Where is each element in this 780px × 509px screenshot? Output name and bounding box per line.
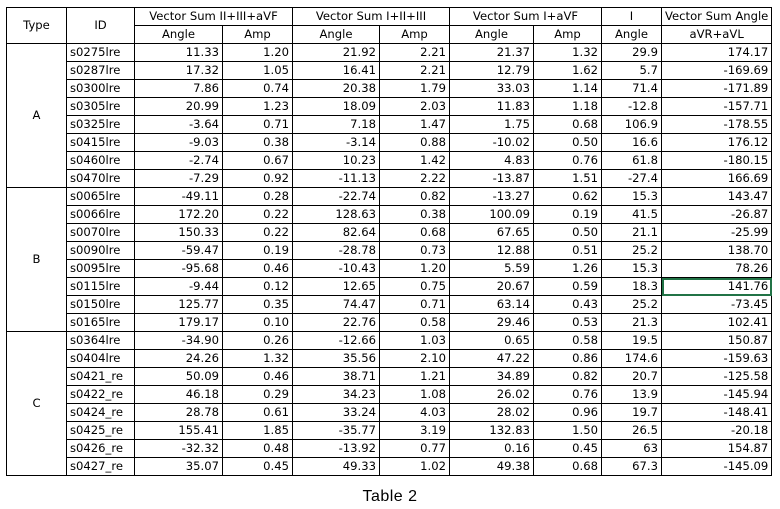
amp-ii-iii-avf-cell[interactable]: 0.28 [223, 188, 293, 206]
angle-ii-iii-avf-cell[interactable]: 150.33 [135, 224, 223, 242]
amp-ii-iii-avf-cell[interactable]: 0.35 [223, 296, 293, 314]
angle-i-cell[interactable]: 16.6 [602, 134, 662, 152]
table-row [7, 44, 772, 62]
amp-i-avf-cell[interactable]: 1.50 [534, 422, 602, 440]
amp-ii-iii-avf-cell[interactable]: 0.12 [223, 278, 293, 296]
angle-i-avf-cell[interactable]: -13.27 [450, 188, 534, 206]
amp-i-ii-iii-cell[interactable]: 1.02 [380, 458, 450, 476]
amp-i-avf-cell[interactable]: 0.68 [534, 458, 602, 476]
table-row [7, 386, 772, 404]
angle-i-cell[interactable]: 71.4 [602, 80, 662, 98]
amp-ii-iii-avf-cell[interactable]: 0.48 [223, 440, 293, 458]
amp-ii-iii-avf-cell[interactable]: 1.85 [223, 422, 293, 440]
header-vector-sum-angle: Vector Sum Angle [662, 8, 772, 26]
amp-i-ii-iii-cell[interactable]: 2.21 [380, 44, 450, 62]
id-cell[interactable]: s0090lre [67, 242, 135, 260]
table-row [7, 332, 772, 350]
vector-sum-angle-avr-avl-cell[interactable]: -73.45 [662, 296, 772, 314]
amp-i-avf-cell[interactable]: 0.19 [534, 206, 602, 224]
amp-i-ii-iii-cell[interactable]: 4.03 [380, 404, 450, 422]
amp-ii-iii-avf-cell[interactable]: 0.19 [223, 242, 293, 260]
angle-ii-iii-avf-cell[interactable]: 17.32 [135, 62, 223, 80]
angle-i-cell[interactable]: 174.6 [602, 350, 662, 368]
angle-i-cell[interactable]: 61.8 [602, 152, 662, 170]
amp-i-ii-iii-cell[interactable]: 0.82 [380, 188, 450, 206]
amp-ii-iii-avf-cell[interactable]: 0.22 [223, 206, 293, 224]
angle-i-avf-cell[interactable]: 12.79 [450, 62, 534, 80]
vector-sum-angle-avr-avl-cell[interactable]: -159.63 [662, 350, 772, 368]
angle-i-avf-cell[interactable]: -10.02 [450, 134, 534, 152]
angle-i-cell[interactable]: -27.4 [602, 170, 662, 188]
angle-ii-iii-avf-cell[interactable]: 24.26 [135, 350, 223, 368]
angle-i-cell[interactable]: 20.7 [602, 368, 662, 386]
id-cell[interactable]: s0287lre [67, 62, 135, 80]
id-cell[interactable]: s0070lre [67, 224, 135, 242]
angle-ii-iii-avf-cell[interactable]: 46.18 [135, 386, 223, 404]
vector-sum-angle-avr-avl-cell[interactable]: -20.18 [662, 422, 772, 440]
angle-ii-iii-avf-cell[interactable]: 20.99 [135, 98, 223, 116]
amp-ii-iii-avf-cell[interactable]: 0.10 [223, 314, 293, 332]
table-body [7, 44, 772, 476]
angle-ii-iii-avf-cell[interactable]: 179.17 [135, 314, 223, 332]
amp-ii-iii-avf-cell[interactable]: 0.45 [223, 458, 293, 476]
angle-i-cell[interactable]: 63 [602, 440, 662, 458]
angle-i-ii-iii-cell[interactable]: 74.47 [293, 296, 380, 314]
table-row [7, 350, 772, 368]
angle-i-cell[interactable]: 19.5 [602, 332, 662, 350]
subheader-avr-avl: aVR+aVL [662, 26, 772, 44]
angle-i-cell[interactable]: 67.3 [602, 458, 662, 476]
vector-sum-angle-avr-avl-cell[interactable]: 154.87 [662, 440, 772, 458]
table-caption: Table 2 [362, 488, 418, 505]
angle-i-avf-cell[interactable]: 11.83 [450, 98, 534, 116]
table-row [7, 152, 772, 170]
amp-i-ii-iii-cell[interactable]: 1.47 [380, 116, 450, 134]
amp-ii-iii-avf-cell[interactable]: 0.26 [223, 332, 293, 350]
angle-i-cell[interactable]: 21.3 [602, 314, 662, 332]
amp-i-ii-iii-cell[interactable]: 2.22 [380, 170, 450, 188]
angle-i-ii-iii-cell[interactable]: 49.33 [293, 458, 380, 476]
angle-i-ii-iii-cell[interactable]: 18.09 [293, 98, 380, 116]
id-cell[interactable]: s0422_re [67, 386, 135, 404]
angle-ii-iii-avf-cell[interactable]: 50.09 [135, 368, 223, 386]
amp-i-ii-iii-cell[interactable]: 0.68 [380, 224, 450, 242]
amp-i-avf-cell[interactable]: 1.51 [534, 170, 602, 188]
id-cell[interactable]: s0150lre [67, 296, 135, 314]
vector-sum-angle-avr-avl-cell[interactable]: -157.71 [662, 98, 772, 116]
angle-i-ii-iii-cell[interactable]: 10.23 [293, 152, 380, 170]
angle-i-cell[interactable]: 106.9 [602, 116, 662, 134]
id-cell[interactable]: s0404lre [67, 350, 135, 368]
angle-ii-iii-avf-cell[interactable]: 28.78 [135, 404, 223, 422]
angle-ii-iii-avf-cell[interactable]: 7.86 [135, 80, 223, 98]
angle-ii-iii-avf-cell[interactable]: -49.11 [135, 188, 223, 206]
id-cell[interactable]: s0305lre [67, 98, 135, 116]
vector-sum-angle-avr-avl-cell[interactable]: -148.41 [662, 404, 772, 422]
angle-i-ii-iii-cell[interactable]: -13.92 [293, 440, 380, 458]
angle-i-ii-iii-cell[interactable]: -10.43 [293, 260, 380, 278]
header-vector-sum-i-ii-iii: Vector Sum I+II+III [293, 8, 450, 26]
amp-ii-iii-avf-cell[interactable]: 0.71 [223, 116, 293, 134]
vector-sum-angle-avr-avl-cell[interactable]: -125.58 [662, 368, 772, 386]
amp-i-avf-cell[interactable]: 0.50 [534, 224, 602, 242]
angle-i-ii-iii-cell[interactable]: 12.65 [293, 278, 380, 296]
amp-ii-iii-avf-cell[interactable]: 1.20 [223, 44, 293, 62]
angle-i-avf-cell[interactable]: 132.83 [450, 422, 534, 440]
amp-i-ii-iii-cell[interactable]: 1.79 [380, 80, 450, 98]
angle-i-avf-cell[interactable]: 20.67 [450, 278, 534, 296]
angle-i-ii-iii-cell[interactable]: 16.41 [293, 62, 380, 80]
subheader-angle: Angle [602, 26, 662, 44]
vector-sum-angle-avr-avl-cell[interactable]: -180.15 [662, 152, 772, 170]
id-cell[interactable]: s0424_re [67, 404, 135, 422]
id-cell[interactable]: s0300lre [67, 80, 135, 98]
vector-sum-angle-avr-avl-cell[interactable]: -169.69 [662, 62, 772, 80]
id-cell[interactable]: s0427_re [67, 458, 135, 476]
id-cell[interactable]: s0165lre [67, 314, 135, 332]
vector-sum-angle-avr-avl-cell[interactable]: 150.87 [662, 332, 772, 350]
vector-sum-angle-avr-avl-cell[interactable]: -25.99 [662, 224, 772, 242]
amp-i-ii-iii-cell[interactable]: 3.19 [380, 422, 450, 440]
amp-ii-iii-avf-cell[interactable]: 0.67 [223, 152, 293, 170]
angle-ii-iii-avf-cell[interactable]: 155.41 [135, 422, 223, 440]
angle-ii-iii-avf-cell[interactable]: -59.47 [135, 242, 223, 260]
table-row [7, 224, 772, 242]
angle-i-ii-iii-cell[interactable]: 34.23 [293, 386, 380, 404]
amp-i-avf-cell[interactable]: 1.18 [534, 98, 602, 116]
amp-i-avf-cell[interactable]: 0.86 [534, 350, 602, 368]
header-row-1 [7, 8, 772, 26]
vector-sum-angle-avr-avl-cell[interactable]: -178.55 [662, 116, 772, 134]
amp-i-avf-cell[interactable]: 0.45 [534, 440, 602, 458]
vector-sum-angle-avr-avl-cell[interactable]: 176.12 [662, 134, 772, 152]
table-row [7, 278, 772, 296]
vector-sum-angle-avr-avl-cell[interactable]: -145.09 [662, 458, 772, 476]
angle-i-avf-cell[interactable]: 47.22 [450, 350, 534, 368]
table-row [7, 296, 772, 314]
angle-i-avf-cell[interactable]: 49.38 [450, 458, 534, 476]
angle-i-ii-iii-cell[interactable]: -12.66 [293, 332, 380, 350]
amp-i-ii-iii-cell[interactable]: 2.03 [380, 98, 450, 116]
angle-i-avf-cell[interactable]: 26.02 [450, 386, 534, 404]
table-row [7, 206, 772, 224]
table-row [7, 440, 772, 458]
id-cell[interactable]: s0275lre [67, 44, 135, 62]
subheader-amp: Amp [380, 26, 450, 44]
id-cell[interactable]: s0364lre [67, 332, 135, 350]
angle-i-ii-iii-cell[interactable]: -28.78 [293, 242, 380, 260]
angle-ii-iii-avf-cell[interactable]: -9.03 [135, 134, 223, 152]
type-cell[interactable]: A [7, 44, 67, 188]
amp-i-avf-cell[interactable]: 0.68 [534, 116, 602, 134]
angle-i-ii-iii-cell[interactable]: 20.38 [293, 80, 380, 98]
angle-i-avf-cell[interactable]: 34.89 [450, 368, 534, 386]
table-row [7, 368, 772, 386]
angle-i-avf-cell[interactable]: 21.37 [450, 44, 534, 62]
amp-ii-iii-avf-cell[interactable]: 0.92 [223, 170, 293, 188]
angle-i-ii-iii-cell[interactable]: 21.92 [293, 44, 380, 62]
amp-ii-iii-avf-cell[interactable]: 0.46 [223, 368, 293, 386]
table-row [7, 62, 772, 80]
angle-i-cell[interactable]: 25.2 [602, 242, 662, 260]
table-row [7, 404, 772, 422]
id-cell[interactable]: s0425_re [67, 422, 135, 440]
amp-i-avf-cell[interactable]: 0.50 [534, 134, 602, 152]
amp-i-ii-iii-cell[interactable]: 1.20 [380, 260, 450, 278]
angle-i-ii-iii-cell[interactable]: -3.14 [293, 134, 380, 152]
amp-ii-iii-avf-cell[interactable]: 0.38 [223, 134, 293, 152]
amp-i-avf-cell[interactable]: 0.51 [534, 242, 602, 260]
type-cell[interactable]: C [7, 332, 67, 476]
angle-i-cell[interactable]: 15.3 [602, 260, 662, 278]
subheader-angle: Angle [293, 26, 380, 44]
vector-sum-angle-avr-avl-cell[interactable]: 138.70 [662, 242, 772, 260]
angle-i-cell[interactable]: 18.3 [602, 278, 662, 296]
angle-i-avf-cell[interactable]: 33.03 [450, 80, 534, 98]
table-row [7, 260, 772, 278]
angle-i-ii-iii-cell[interactable]: -11.13 [293, 170, 380, 188]
angle-i-avf-cell[interactable]: 63.14 [450, 296, 534, 314]
amp-i-avf-cell[interactable]: 1.32 [534, 44, 602, 62]
id-cell[interactable]: s0426_re [67, 440, 135, 458]
id-cell[interactable]: s0325lre [67, 116, 135, 134]
amp-i-ii-iii-cell[interactable]: 0.38 [380, 206, 450, 224]
amp-i-ii-iii-cell[interactable]: 1.08 [380, 386, 450, 404]
table-row [7, 314, 772, 332]
amp-i-ii-iii-cell[interactable]: 1.21 [380, 368, 450, 386]
amp-i-avf-cell[interactable]: 1.14 [534, 80, 602, 98]
angle-i-avf-cell[interactable]: 0.16 [450, 440, 534, 458]
amp-i-avf-cell[interactable]: 0.53 [534, 314, 602, 332]
angle-ii-iii-avf-cell[interactable]: -95.68 [135, 260, 223, 278]
table-row [7, 242, 772, 260]
angle-i-cell[interactable]: 21.1 [602, 224, 662, 242]
table-row [7, 116, 772, 134]
angle-i-avf-cell[interactable]: 67.65 [450, 224, 534, 242]
angle-i-cell[interactable]: 5.7 [602, 62, 662, 80]
amp-i-avf-cell[interactable]: 0.43 [534, 296, 602, 314]
angle-ii-iii-avf-cell[interactable]: -34.90 [135, 332, 223, 350]
vector-sum-angle-avr-avl-cell[interactable]: 143.47 [662, 188, 772, 206]
amp-i-ii-iii-cell[interactable]: 0.77 [380, 440, 450, 458]
table-row [7, 422, 772, 440]
amp-i-ii-iii-cell[interactable]: 0.73 [380, 242, 450, 260]
angle-i-ii-iii-cell[interactable]: -22.74 [293, 188, 380, 206]
table-row [7, 80, 772, 98]
vector-sum-angle-avr-avl-cell[interactable]: -145.94 [662, 386, 772, 404]
angle-i-ii-iii-cell[interactable]: 35.56 [293, 350, 380, 368]
angle-ii-iii-avf-cell[interactable]: 125.77 [135, 296, 223, 314]
amp-ii-iii-avf-cell[interactable]: 0.22 [223, 224, 293, 242]
header-id: ID [67, 8, 135, 44]
id-cell[interactable]: s0470lre [67, 170, 135, 188]
angle-i-cell[interactable]: -12.8 [602, 98, 662, 116]
angle-i-avf-cell[interactable]: 0.65 [450, 332, 534, 350]
table-row [7, 188, 772, 206]
amp-i-ii-iii-cell[interactable]: 0.58 [380, 314, 450, 332]
subheader-angle: Angle [135, 26, 223, 44]
angle-i-avf-cell[interactable]: 12.88 [450, 242, 534, 260]
angle-i-avf-cell[interactable]: 100.09 [450, 206, 534, 224]
amp-ii-iii-avf-cell[interactable]: 0.61 [223, 404, 293, 422]
angle-i-cell[interactable]: 29.9 [602, 44, 662, 62]
amp-ii-iii-avf-cell[interactable]: 1.05 [223, 62, 293, 80]
angle-i-avf-cell[interactable]: 1.75 [450, 116, 534, 134]
amp-ii-iii-avf-cell[interactable]: 1.32 [223, 350, 293, 368]
id-cell[interactable]: s0066lre [67, 206, 135, 224]
angle-i-cell[interactable]: 15.3 [602, 188, 662, 206]
angle-i-ii-iii-cell[interactable]: -35.77 [293, 422, 380, 440]
vector-sum-angle-avr-avl-cell[interactable]: 78.26 [662, 260, 772, 278]
angle-i-avf-cell[interactable]: -13.87 [450, 170, 534, 188]
angle-ii-iii-avf-cell[interactable]: -7.29 [135, 170, 223, 188]
id-cell[interactable]: s0095lre [67, 260, 135, 278]
id-cell[interactable]: s0460lre [67, 152, 135, 170]
amp-i-ii-iii-cell[interactable]: 1.42 [380, 152, 450, 170]
subheader-amp: Amp [534, 26, 602, 44]
angle-i-avf-cell[interactable]: 4.83 [450, 152, 534, 170]
amp-i-avf-cell[interactable]: 1.62 [534, 62, 602, 80]
amp-ii-iii-avf-cell[interactable]: 0.46 [223, 260, 293, 278]
amp-i-ii-iii-cell[interactable]: 0.88 [380, 134, 450, 152]
angle-ii-iii-avf-cell[interactable]: 35.07 [135, 458, 223, 476]
angle-i-cell[interactable]: 26.5 [602, 422, 662, 440]
data-table [6, 7, 772, 476]
id-cell[interactable]: s0065lre [67, 188, 135, 206]
amp-i-avf-cell[interactable]: 0.59 [534, 278, 602, 296]
angle-i-ii-iii-cell[interactable]: 7.18 [293, 116, 380, 134]
id-cell[interactable]: s0421_re [67, 368, 135, 386]
angle-i-ii-iii-cell[interactable]: 38.71 [293, 368, 380, 386]
header-lead-i: I [602, 8, 662, 26]
amp-i-ii-iii-cell[interactable]: 2.21 [380, 62, 450, 80]
id-cell[interactable]: s0415lre [67, 134, 135, 152]
angle-i-cell[interactable]: 13.9 [602, 386, 662, 404]
angle-ii-iii-avf-cell[interactable]: -32.32 [135, 440, 223, 458]
vector-sum-angle-avr-avl-cell[interactable]: 166.69 [662, 170, 772, 188]
angle-i-ii-iii-cell[interactable]: 33.24 [293, 404, 380, 422]
header-vector-sum-i-avf: Vector Sum I+aVF [450, 8, 602, 26]
angle-i-ii-iii-cell[interactable]: 22.76 [293, 314, 380, 332]
subheader-angle: Angle [450, 26, 534, 44]
angle-i-avf-cell[interactable]: 5.59 [450, 260, 534, 278]
angle-i-ii-iii-cell[interactable]: 82.64 [293, 224, 380, 242]
vector-sum-angle-avr-avl-cell[interactable]: -26.87 [662, 206, 772, 224]
angle-i-cell[interactable]: 19.7 [602, 404, 662, 422]
amp-i-avf-cell[interactable]: 0.76 [534, 386, 602, 404]
amp-i-ii-iii-cell[interactable]: 1.03 [380, 332, 450, 350]
angle-ii-iii-avf-cell[interactable]: -2.74 [135, 152, 223, 170]
table-row [7, 458, 772, 476]
amp-ii-iii-avf-cell[interactable]: 0.74 [223, 80, 293, 98]
header-vector-sum-ii-iii-avf: Vector Sum II+III+aVF [135, 8, 293, 26]
amp-i-ii-iii-cell[interactable]: 2.10 [380, 350, 450, 368]
type-cell[interactable]: B [7, 188, 67, 332]
amp-i-avf-cell[interactable]: 0.58 [534, 332, 602, 350]
table-row [7, 170, 772, 188]
angle-i-cell[interactable]: 25.2 [602, 296, 662, 314]
angle-i-avf-cell[interactable]: 28.02 [450, 404, 534, 422]
angle-ii-iii-avf-cell[interactable]: 11.33 [135, 44, 223, 62]
table-row [7, 98, 772, 116]
vector-sum-angle-avr-avl-cell[interactable]: 102.41 [662, 314, 772, 332]
angle-ii-iii-avf-cell[interactable]: -3.64 [135, 116, 223, 134]
amp-i-ii-iii-cell[interactable]: 0.75 [380, 278, 450, 296]
amp-ii-iii-avf-cell[interactable]: 1.23 [223, 98, 293, 116]
table-row [7, 134, 772, 152]
angle-i-cell[interactable]: 41.5 [602, 206, 662, 224]
vector-sum-angle-avr-avl-cell[interactable]: -171.89 [662, 80, 772, 98]
angle-i-avf-cell[interactable]: 29.46 [450, 314, 534, 332]
vector-sum-angle-avr-avl-cell[interactable]: 141.76 [662, 278, 772, 296]
amp-i-avf-cell[interactable]: 1.26 [534, 260, 602, 278]
angle-ii-iii-avf-cell[interactable]: 172.20 [135, 206, 223, 224]
amp-i-avf-cell[interactable]: 0.82 [534, 368, 602, 386]
header-type: Type [7, 8, 67, 44]
amp-i-avf-cell[interactable]: 0.62 [534, 188, 602, 206]
amp-i-avf-cell[interactable]: 0.76 [534, 152, 602, 170]
amp-i-avf-cell[interactable]: 0.96 [534, 404, 602, 422]
amp-i-ii-iii-cell[interactable]: 0.71 [380, 296, 450, 314]
subheader-amp: Amp [223, 26, 293, 44]
angle-ii-iii-avf-cell[interactable]: -9.44 [135, 278, 223, 296]
angle-i-ii-iii-cell[interactable]: 128.63 [293, 206, 380, 224]
amp-ii-iii-avf-cell[interactable]: 0.29 [223, 386, 293, 404]
vector-sum-angle-avr-avl-cell[interactable]: 174.17 [662, 44, 772, 62]
id-cell[interactable]: s0115lre [67, 278, 135, 296]
